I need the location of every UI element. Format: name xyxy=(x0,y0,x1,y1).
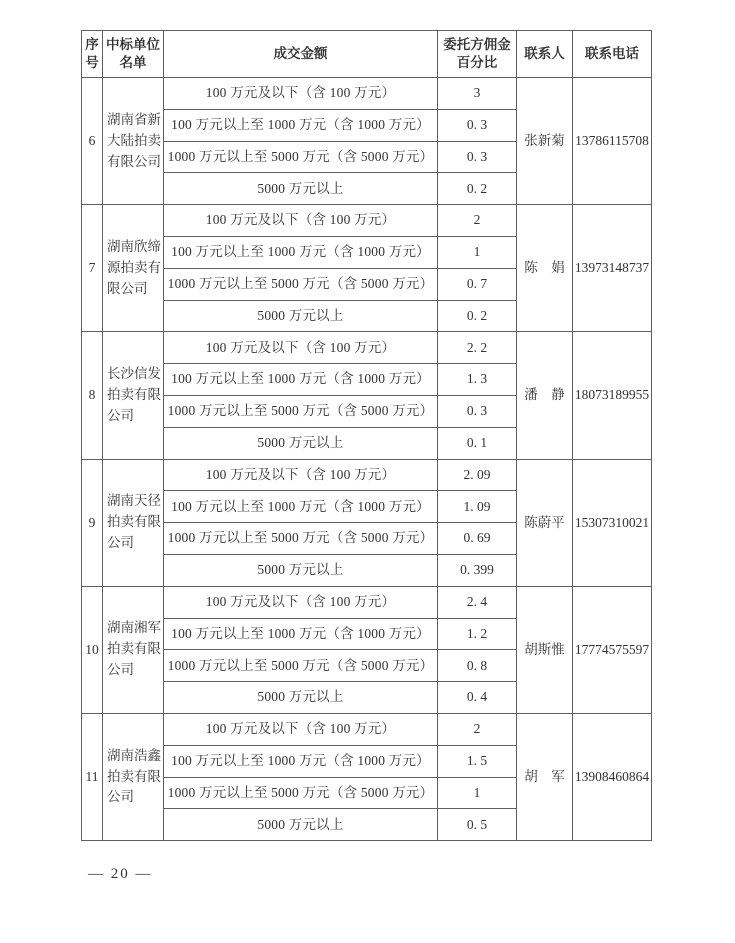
company-name: 湖南欣缔源拍卖有限公司 xyxy=(103,205,164,332)
row-index: 10 xyxy=(82,586,103,713)
commission-rate: 2 xyxy=(438,713,517,745)
table-row xyxy=(82,713,652,745)
company-name: 湖南湘军拍卖有限公司 xyxy=(103,586,164,713)
tier-label: 100 万元及以下（含 100 万元） xyxy=(164,78,438,110)
contact-phone: 13908460864 xyxy=(573,713,652,840)
contact-name: 张新菊 xyxy=(517,78,573,205)
tier-label: 100 万元及以下（含 100 万元） xyxy=(164,332,438,364)
contact-phone: 15307310021 xyxy=(573,459,652,586)
tier-label: 5000 万元以上 xyxy=(164,554,438,586)
table-row xyxy=(82,332,652,364)
header-commission: 委托方佣金百分比 xyxy=(438,31,517,78)
tier-label: 100 万元以上至 1000 万元（含 1000 万元） xyxy=(164,745,438,777)
row-index: 7 xyxy=(82,205,103,332)
table-row xyxy=(82,586,652,618)
tier-label: 100 万元及以下（含 100 万元） xyxy=(164,586,438,618)
commission-rate: 0. 3 xyxy=(438,109,517,141)
company-name: 湖南浩鑫拍卖有限公司 xyxy=(103,713,164,840)
commission-rate: 0. 69 xyxy=(438,523,517,555)
tier-label: 1000 万元以上至 5000 万元（含 5000 万元） xyxy=(164,395,438,427)
commission-rate: 1 xyxy=(438,236,517,268)
header-amount: 成交金额 xyxy=(164,31,438,78)
commission-rate: 1 xyxy=(438,777,517,809)
tier-label: 1000 万元以上至 5000 万元（含 5000 万元） xyxy=(164,141,438,173)
commission-rate: 0. 399 xyxy=(438,554,517,586)
contact-name: 胡 军 xyxy=(517,713,573,840)
commission-rate: 0. 4 xyxy=(438,682,517,714)
tier-label: 5000 万元以上 xyxy=(164,809,438,841)
commission-rate: 3 xyxy=(438,78,517,110)
row-index: 8 xyxy=(82,332,103,459)
contact-name: 胡斯惟 xyxy=(517,586,573,713)
tier-label: 100 万元及以下（含 100 万元） xyxy=(164,459,438,491)
commission-rate: 2. 2 xyxy=(438,332,517,364)
commission-rate: 1. 09 xyxy=(438,491,517,523)
tier-label: 1000 万元以上至 5000 万元（含 5000 万元） xyxy=(164,523,438,555)
commission-rate: 0. 5 xyxy=(438,809,517,841)
company-name: 长沙信发拍卖有限公司 xyxy=(103,332,164,459)
commission-rate: 1. 2 xyxy=(438,618,517,650)
tier-label: 5000 万元以上 xyxy=(164,682,438,714)
commission-rate: 0. 3 xyxy=(438,141,517,173)
tier-label: 100 万元及以下（含 100 万元） xyxy=(164,713,438,745)
header-phone: 联系电话 xyxy=(573,31,652,78)
tier-label: 1000 万元以上至 5000 万元（含 5000 万元） xyxy=(164,650,438,682)
contact-phone: 13973148737 xyxy=(573,205,652,332)
tier-label: 100 万元以上至 1000 万元（含 1000 万元） xyxy=(164,364,438,396)
company-name: 湖南省新大陆拍卖有限公司 xyxy=(103,78,164,205)
tier-label: 1000 万元以上至 5000 万元（含 5000 万元） xyxy=(164,777,438,809)
commission-rate: 0. 1 xyxy=(438,427,517,459)
contact-name: 陈蔚平 xyxy=(517,459,573,586)
commission-rate: 2. 09 xyxy=(438,459,517,491)
tier-label: 100 万元以上至 1000 万元（含 1000 万元） xyxy=(164,491,438,523)
tier-label: 1000 万元以上至 5000 万元（含 5000 万元） xyxy=(164,268,438,300)
header-contact: 联系人 xyxy=(517,31,573,78)
commission-rate: 1. 3 xyxy=(438,364,517,396)
tier-label: 100 万元以上至 1000 万元（含 1000 万元） xyxy=(164,236,438,268)
tier-label: 5000 万元以上 xyxy=(164,173,438,205)
company-name: 湖南天径拍卖有限公司 xyxy=(103,459,164,586)
commission-table xyxy=(81,30,652,841)
commission-rate: 2 xyxy=(438,205,517,237)
commission-rate: 1. 5 xyxy=(438,745,517,777)
row-index: 6 xyxy=(82,78,103,205)
row-index: 9 xyxy=(82,459,103,586)
tier-label: 100 万元以上至 1000 万元（含 1000 万元） xyxy=(164,618,438,650)
table-row xyxy=(82,459,652,491)
header-index: 序号 xyxy=(82,31,103,78)
tier-label: 100 万元及以下（含 100 万元） xyxy=(164,205,438,237)
contact-phone: 17774575597 xyxy=(573,586,652,713)
contact-phone: 13786115708 xyxy=(573,78,652,205)
row-index: 11 xyxy=(82,713,103,840)
commission-rate: 2. 4 xyxy=(438,586,517,618)
commission-rate: 0. 7 xyxy=(438,268,517,300)
contact-phone: 18073189955 xyxy=(573,332,652,459)
table-row xyxy=(82,78,652,110)
contact-name: 陈 娟 xyxy=(517,205,573,332)
tier-label: 100 万元以上至 1000 万元（含 1000 万元） xyxy=(164,109,438,141)
table-row xyxy=(82,205,652,237)
commission-rate: 0. 2 xyxy=(438,300,517,332)
commission-rate: 0. 2 xyxy=(438,173,517,205)
header-company: 中标单位名单 xyxy=(103,31,164,78)
tier-label: 5000 万元以上 xyxy=(164,427,438,459)
header-row xyxy=(82,31,652,78)
contact-name: 潘 静 xyxy=(517,332,573,459)
page-number: — 20 — xyxy=(88,866,153,882)
commission-rate: 0. 3 xyxy=(438,395,517,427)
commission-rate: 0. 8 xyxy=(438,650,517,682)
tier-label: 5000 万元以上 xyxy=(164,300,438,332)
